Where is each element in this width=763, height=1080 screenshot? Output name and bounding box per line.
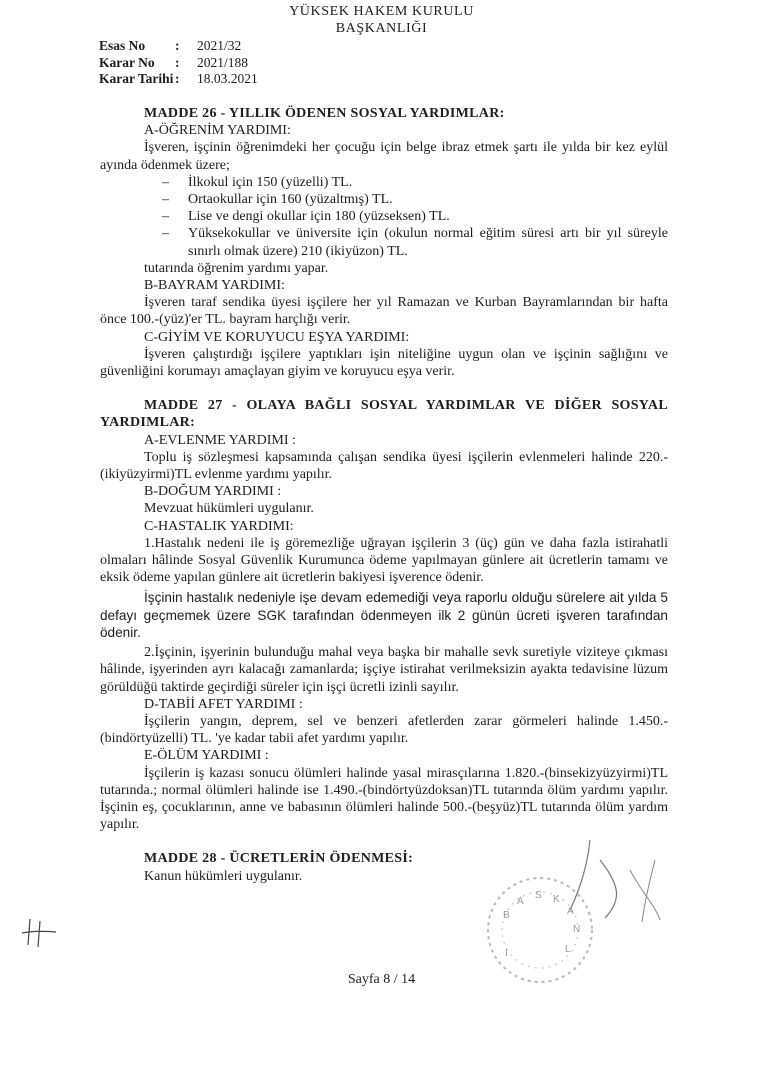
list-item: – Lise ve dengi okullar için 180 (yüzseksen) TL. bbox=[162, 208, 668, 225]
article-26-b-text: İşveren taraf sendika üyesi işçilere her yıl Ramazan ve Kurban Bayramlarından bir hafta önce 100.-(yüz)'er TL. bayram harçlığı verir. bbox=[100, 295, 668, 328]
meta-key: Esas No bbox=[99, 38, 146, 53]
article-26-c-text: İşveren çalıştırdığı işçilere yaptıkları işin niteliğine uygun olan ve işçinin sağlığını ve güvenliğini korumayı amaçlayan giyim ve koruyucu eşya verir. bbox=[100, 346, 668, 380]
list-item: – Ortaokullar için 160 (yüzaltmış) TL. bbox=[162, 191, 668, 208]
stamp-letter: I bbox=[505, 948, 508, 959]
article-27-b-title: B-DOĞUM YARDIMI : bbox=[144, 484, 282, 500]
stamp-letter: S bbox=[535, 890, 542, 901]
article-28-text: Kanun hükümleri uygulanır. bbox=[144, 868, 303, 884]
article-27-e-title: E-ÖLÜM YARDIMI : bbox=[144, 748, 269, 764]
list-item: – Yüksekokullar ve üniversite için (okulun normal eğitim süresi artı bir yıl süreyle sınırlı olmak üzere) 210 (ikiyüzon) TL. bbox=[162, 225, 668, 259]
meta-key: Karar Tarihi bbox=[99, 71, 174, 86]
initials-icon bbox=[20, 915, 60, 950]
header-institution: YÜKSEK HAKEM KURULU bbox=[289, 4, 474, 19]
article-28-title: MADDE 28 - ÜCRETLERİN ÖDENMESİ: bbox=[144, 851, 414, 867]
list-item: – İlkokul için 150 (yüzelli) TL. bbox=[162, 174, 668, 191]
article-27-d-title: D-TABİİ AFET YARDIMI : bbox=[144, 696, 303, 712]
stamp-letter: A bbox=[517, 896, 524, 907]
stamp-letter: N bbox=[573, 924, 581, 935]
header-presidency: BAŞKANLIĞI bbox=[335, 21, 428, 36]
stamp-letter: A bbox=[567, 906, 574, 917]
meta-value: 18.03.2021 bbox=[197, 71, 258, 86]
case-metadata bbox=[99, 38, 258, 88]
article-26-title: MADDE 26 - YILLIK ÖDENEN SOSYAL YARDIMLAR: bbox=[144, 106, 505, 121]
meta-value: 2021/32 bbox=[197, 38, 242, 53]
article-27-c-text-3: 2.İşçinin, işyerinin bulunduğu mahal veya başka bir mahalle sevk suretiyle viziteye çıkması hâlinde, işyerinden ayrı kalacağı zamanlarda; işçiye istirahat verilmeksizin ayakta tedavisine lüzum görüldüğü taktirde geçirdiği süreler için işçi ücretli izinli sayılır. bbox=[100, 645, 668, 695]
meta-value: 2021/188 bbox=[197, 54, 249, 70]
document-body bbox=[100, 105, 668, 885]
stamp-letter: K bbox=[553, 894, 560, 905]
article-27-c-text-1: 1.Hastalık nedeni ile iş göremezliğe uğrayan işçilerin 3 (üç) gün ve daha fazla istirahatli olmaları hâlinde Sosyal Güvenlik Kurumunca ödeme yapılmayan günlere ait ücretlerin tamamı ve eksik ödeme yapılan günlere ait ücretlerin bakiyesi işverence ödenir. bbox=[100, 535, 668, 586]
article-27-c-text-2: İşçinin hastalık nedeniyle işe devam edemediği veya raporlu olduğu sürelere ait yılda 5 defayı geçmemek üzere SGK tarafından ödenmeyen ilk 2 günün ücreti işveren tarafından ödenir. bbox=[100, 590, 668, 640]
stamp-letter: B bbox=[503, 910, 510, 921]
article-26-c-title: C-GİYİM VE KORUYUCU EŞYA YARDIMI: bbox=[144, 329, 410, 345]
meta-row-karar bbox=[99, 55, 258, 72]
article-26-b-title: B-BAYRAM YARDIMI: bbox=[144, 278, 285, 294]
meta-row-tarih bbox=[99, 71, 258, 88]
article-27-title: MADDE 27 - OLAYA BAĞLI SOSYAL YARDIMLAR VE DİĞER SOSYAL YARDIMLAR: bbox=[100, 398, 668, 431]
article-26-a-text: İşveren, işçinin öğrenimdeki her çocuğu için belge ibraz etmek şartı ile yılda bir kez eylül ayında ödenmek üzere; bbox=[100, 140, 668, 173]
meta-row-esas bbox=[99, 38, 258, 55]
article-27-a-title: A-EVLENME YARDIMI : bbox=[144, 432, 296, 448]
article-27-b-text: Mevzuat hükümleri uygulanır. bbox=[144, 501, 314, 517]
meta-separator: : bbox=[175, 38, 180, 53]
article-27-a-text: Toplu iş sözleşmesi kapsamında çalışan sendika üyesi işçilerin evlenmeleri halinde 220.-(ikiyüzyirmi)TL evlenme yardımı yapılır. bbox=[100, 449, 668, 483]
education-aid-list bbox=[100, 174, 668, 260]
page-number: Sayfa 8 / 14 bbox=[347, 972, 416, 987]
meta-separator: : bbox=[175, 71, 180, 86]
meta-separator: : bbox=[175, 54, 180, 70]
article-27-d-text: İşçilerin yangın, deprem, sel ve benzeri afetlerden zarar görmeleri halinde 1.450.-(bindörtyüzelli) TL. 'ye kadar tabii afet yardımı yapılır. bbox=[100, 713, 668, 747]
meta-key: Karar No bbox=[99, 54, 155, 70]
article-26-a-title: A-ÖĞRENİM YARDIMI: bbox=[144, 123, 291, 139]
article-27-e-text: İşçilerin iş kazası sonucu ölümleri halinde yasal mirasçılarına 1.820.-(binsekizyüzyirmi)TL tutarında.; normal ölümleri halinde ise 1.490.-(bindörtyüzdoksan)TL tutarında ölüm yardımı yapılır. İşçinin eş, çocuklarının, anne ve babasının ölümleri halinde 500.-(beşyüz)TL tutarında ölüm yardım yapılır. bbox=[100, 765, 668, 833]
article-27-c-title: C-HASTALIK YARDIMI: bbox=[144, 518, 294, 534]
stamp-letter: L bbox=[565, 944, 571, 955]
article-26-a-end: tutarında öğrenim yardımı yapar. bbox=[144, 260, 329, 276]
